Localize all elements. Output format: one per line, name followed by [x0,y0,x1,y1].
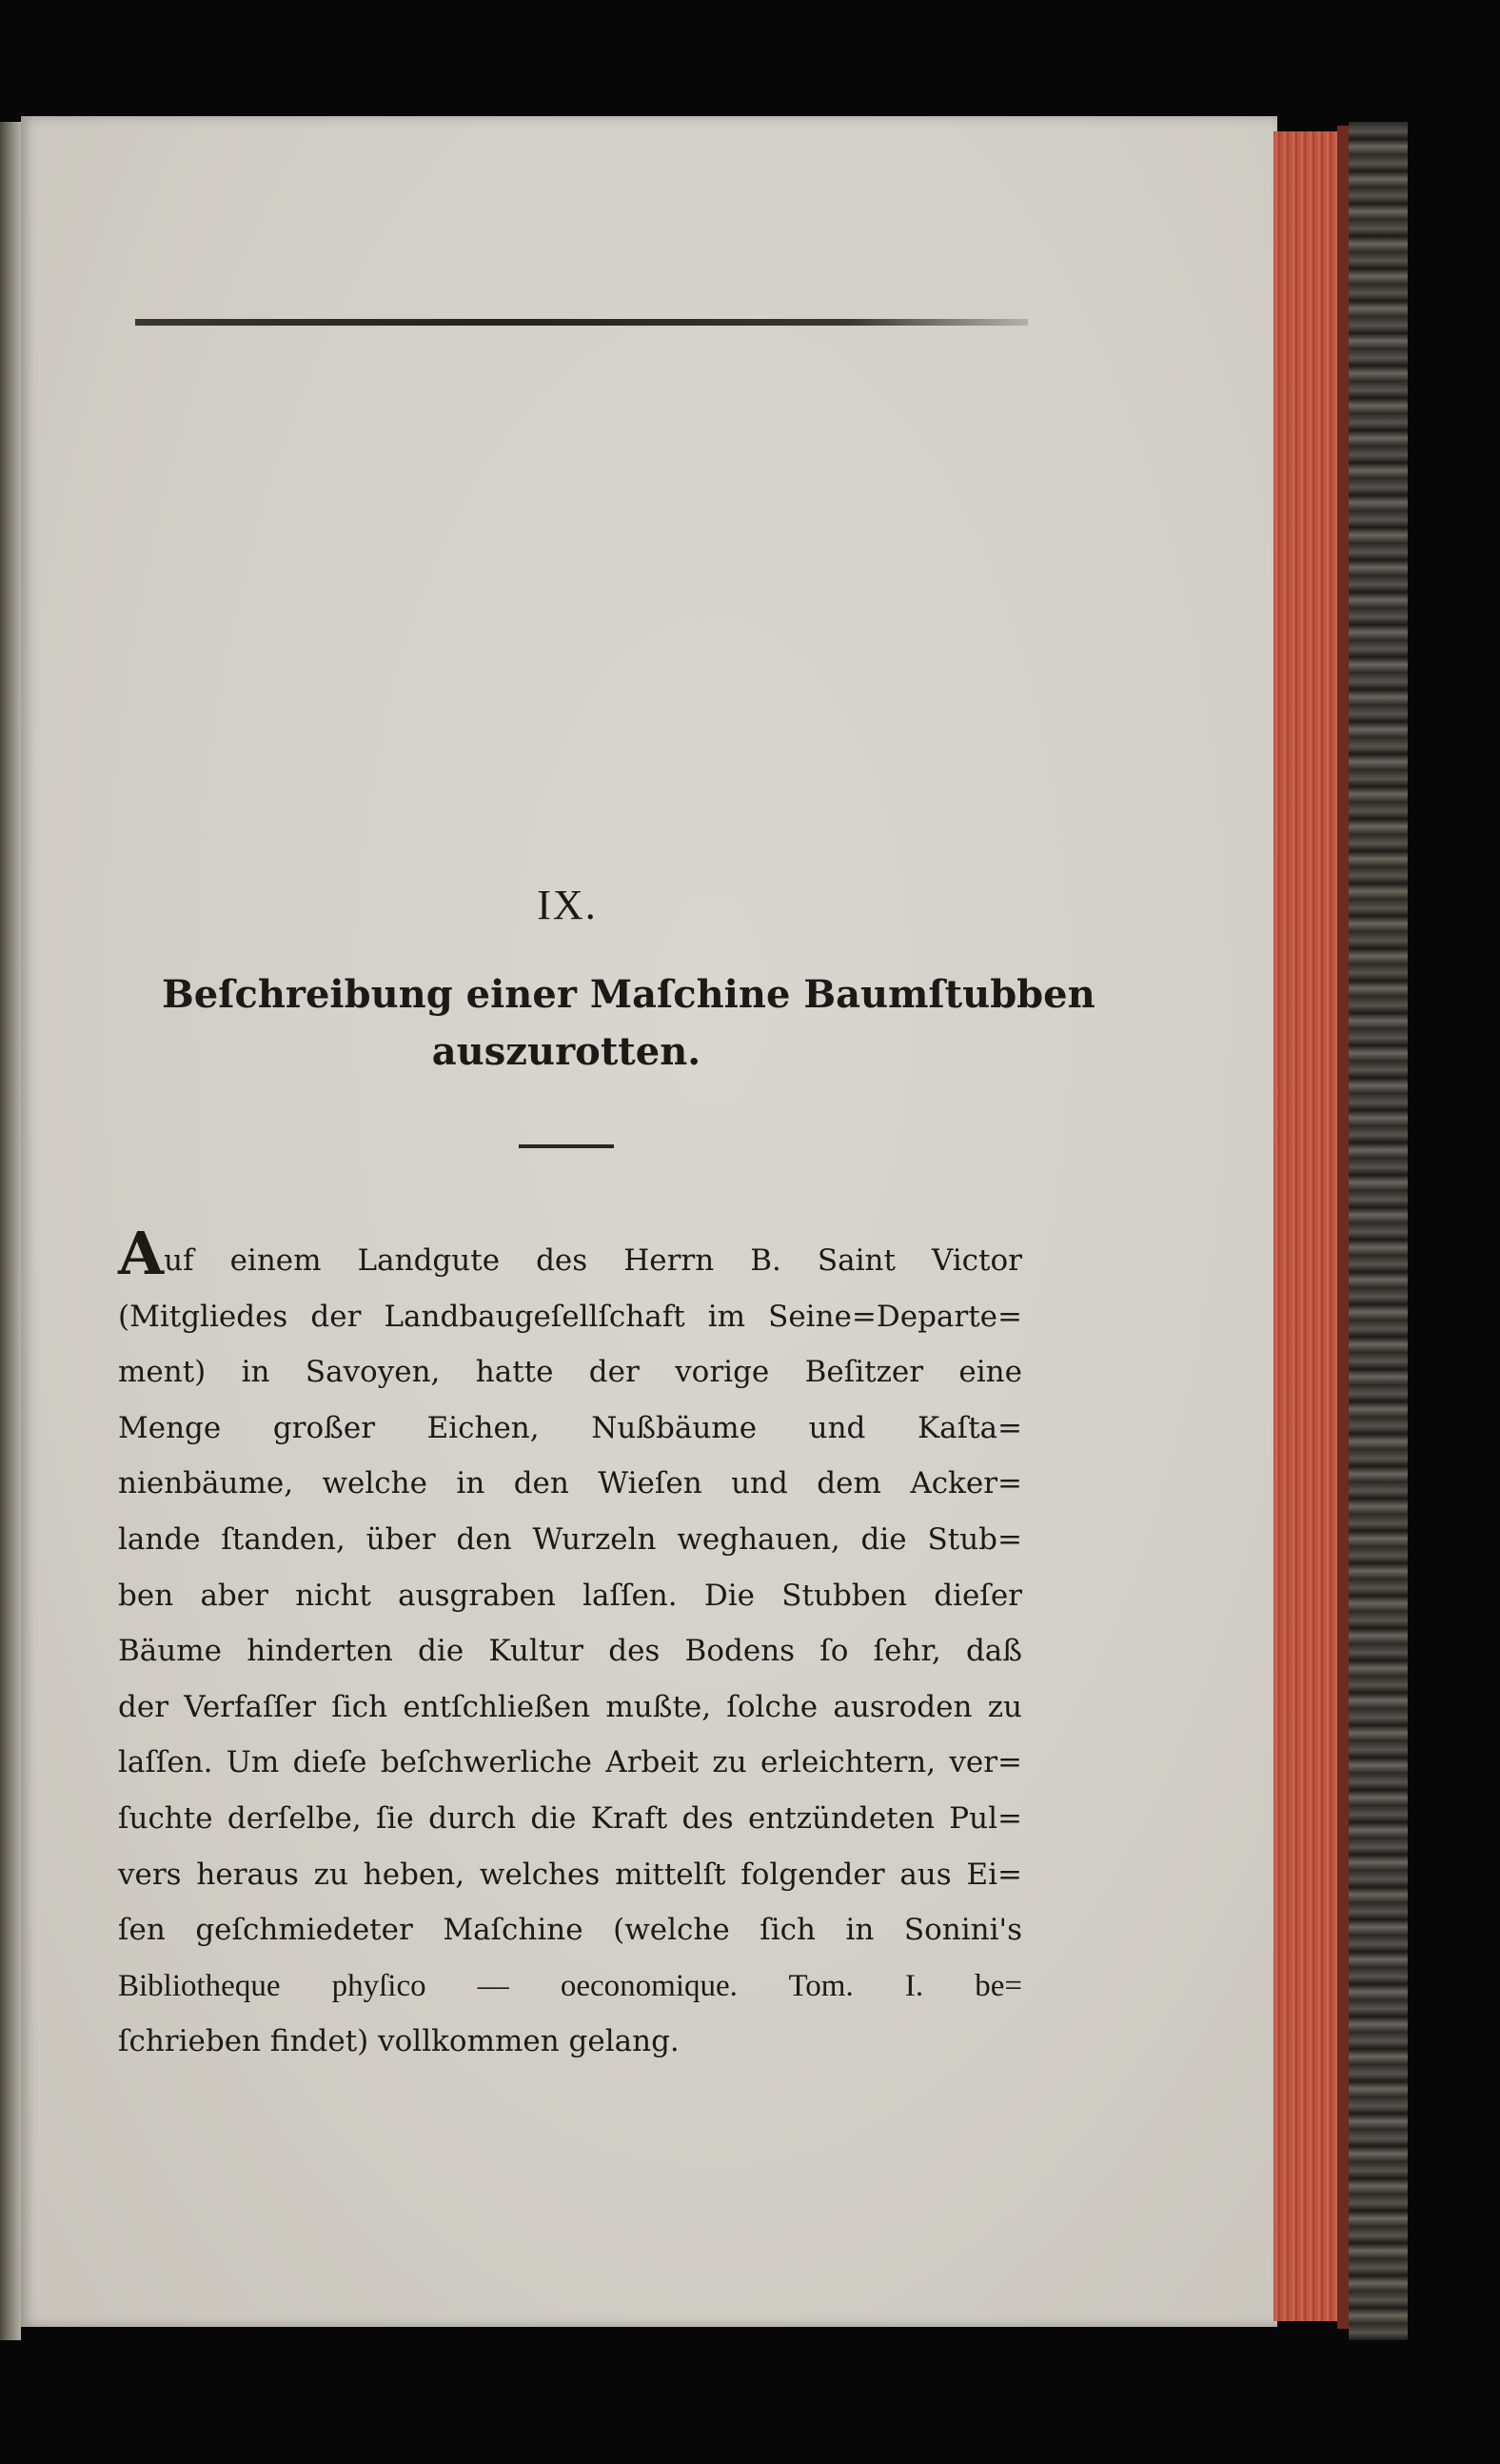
previous-page-edge [0,122,21,2340]
body-line: ment) in Savoyen, hatte der vorige Beſitzer eine [118,1355,1022,1390]
body-line: (Mitgliedes der Landbaugeſellſchaft im Seine=Departe= [118,1299,1022,1334]
body-line [118,1219,1022,1289]
body-line: ben aber nicht ausgraben laſſen. Die Stubben dieſer [118,1578,1022,1613]
page-block-shadow [1337,126,1349,2329]
body-line-text: uf einem Landgute des Herrn B. Saint Victor [164,1243,1022,1278]
header-rule [135,319,1028,326]
body-line: vers heraus zu heben, welches mittelſt folgender aus Ei= [118,1857,1022,1892]
body-line: nienbäume, welche in den Wieſen und dem Acker= [118,1466,1022,1501]
body-line: ſuchte derſelbe, ſie durch die Kraft des entzündeten Pul= [118,1800,1022,1836]
body-line: laſſen. Um dieſe beſchwerliche Arbeit zu erleichtern, ver= [118,1745,1022,1780]
body-line: ſchrieben findet) vollkommen gelang. [118,2024,680,2059]
body-line: ſen geſchmiedeter Maſchine (welche ſich in Sonini's [118,1913,1022,1948]
body-text [118,1219,1022,2070]
body-line: Bäume hinderten die Kultur des Bodens ſo ſehr, daß [118,1634,1022,1669]
heading-line: auszurotten. [431,1029,701,1074]
body-line: Bibliotheque phyſico — oeconomique. Tom. I. be= [118,1968,1022,2003]
chapter-number: IX. [537,882,598,928]
book-cover-edge [1349,122,1408,2340]
heading-line: Beſchreibung einer Maſchine Baumſtubben [162,972,1095,1017]
chapter-heading [162,966,1095,1081]
page-block-red-edge [1273,131,1340,2321]
section-rule [519,1144,614,1148]
body-line: lande ſtanden, über den Wurzeln weghauen, die Stub= [118,1521,1022,1557]
body-line: Menge großer Eichen, Nußbäume und Kaſta= [118,1410,1022,1445]
drop-cap: A [118,1219,165,1288]
body-line: der Verfaſſer ſich entſchließen mußte, ſolche ausroden zu [118,1689,1022,1724]
